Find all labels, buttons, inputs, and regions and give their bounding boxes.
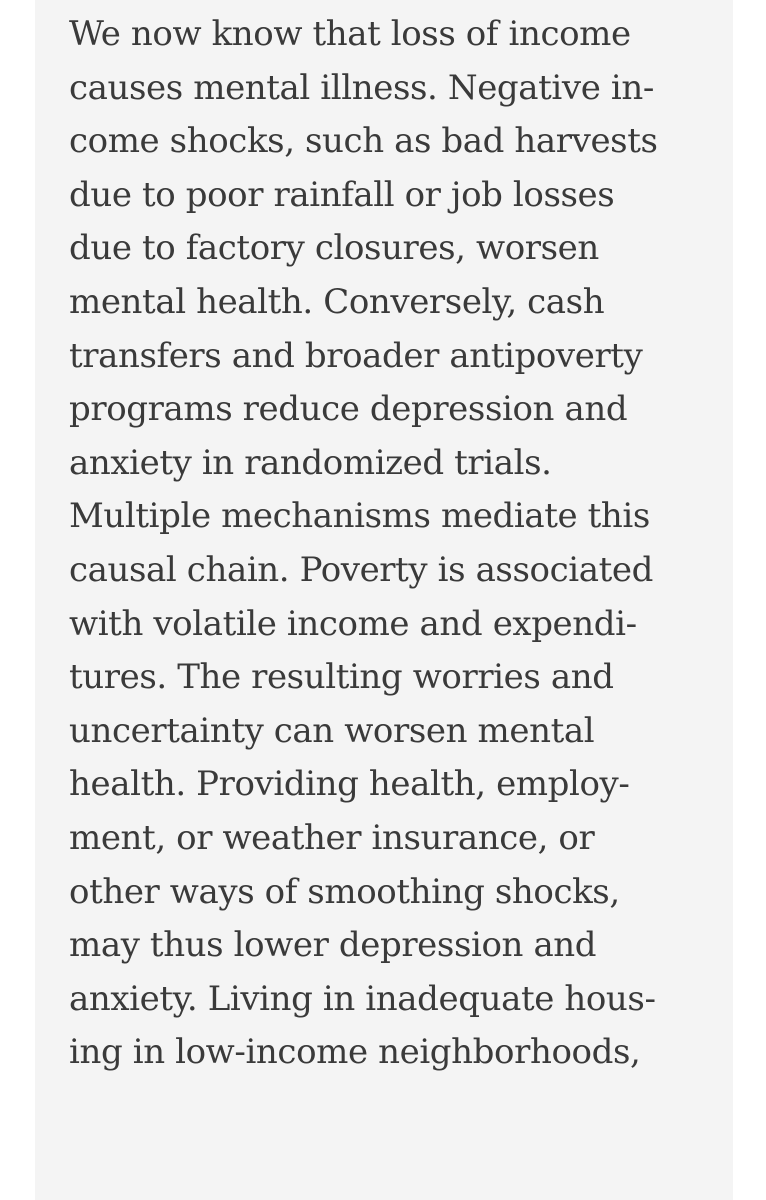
article-line: anxiety in randomized trials. (69, 442, 552, 483)
article-line: due to poor rainfall or job losses (69, 174, 615, 215)
article-line: with volatile income and expendi- (69, 603, 637, 644)
article-line: ing in low-income neighborhoods, (69, 1032, 641, 1073)
article-line: We now know that loss of income (69, 14, 631, 54)
article-line: anxiety. Living in inadequate hous- (69, 978, 656, 1019)
article-line: uncertainty can worsen mental (69, 710, 595, 751)
article-line: other ways of smoothing shocks, (69, 871, 620, 912)
article-line: Multiple mechanisms mediate this (69, 496, 650, 537)
article-line: health. Providing health, employ- (69, 764, 630, 805)
article-line: causes mental illness. Negative in- (69, 67, 654, 108)
article-paragraph (69, 8, 733, 1080)
article-line: mental health. Conversely, cash (69, 281, 605, 322)
article-line: tures. The resulting worries and (69, 657, 614, 698)
article-line: may thus lower depression and (69, 925, 597, 966)
article-line: programs reduce depression and (69, 389, 628, 430)
article-line: due to factory closures, worsen (69, 228, 599, 269)
article-line: transfers and broader antipoverty (69, 335, 643, 376)
article-line: come shocks, such as bad harvests (69, 121, 658, 162)
article-line: ment, or weather insurance, or (69, 817, 595, 858)
article-line: causal chain. Poverty is associated (69, 549, 653, 590)
article-panel (35, 0, 733, 1200)
